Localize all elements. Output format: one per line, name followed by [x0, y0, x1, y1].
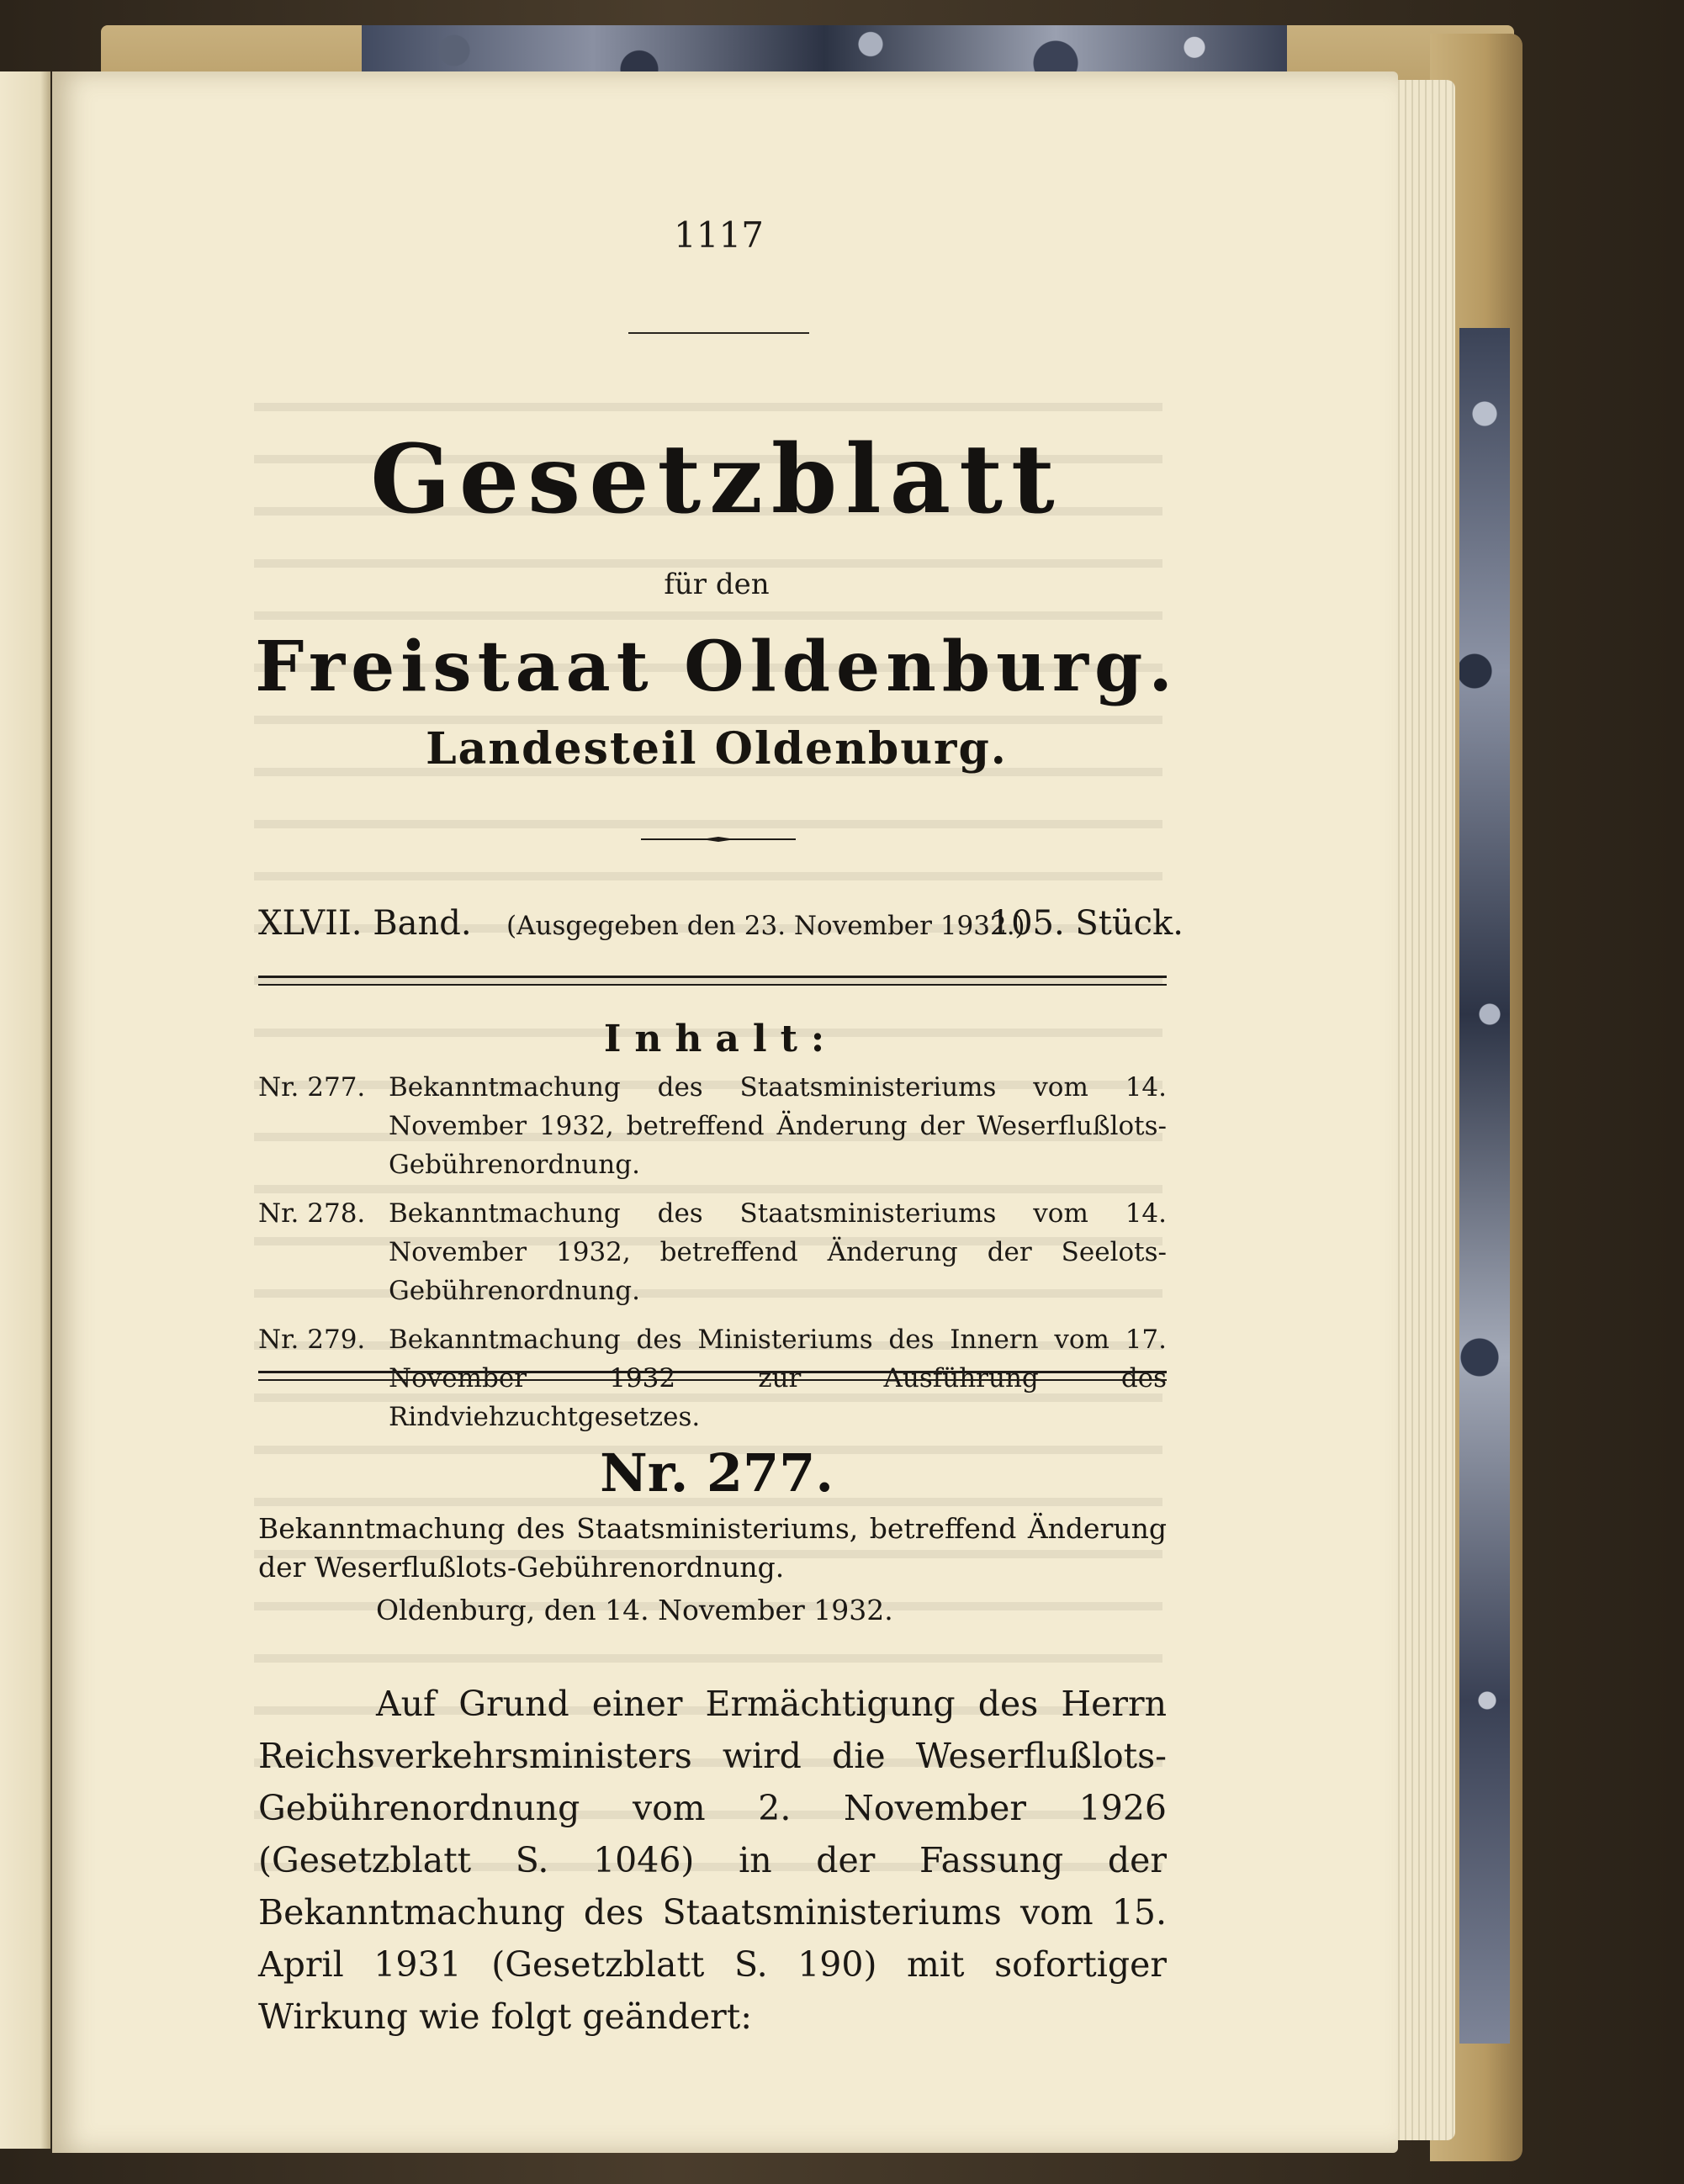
masthead-state: Freistaat Oldenburg.	[255, 627, 1178, 707]
marbled-cover-right	[1459, 328, 1510, 2044]
announcement-body: Auf Grund einer Ermächtigung des Herrn Reichsverkehrsministers wird die Weserflußlots-Gebührenordnung vom 2. November 1926 (Gesetzblatt S. 1046) in der Fassung der Bekanntmachung des Staatsministeriums vom 15. April 1931 (Gesetzblatt S. 190) mit sofortiger Wirkung wie folgt geändert:	[258, 1684, 1167, 2037]
toc-entry-number: Nr. 277.	[258, 1072, 366, 1103]
masthead-title: Gesetzblatt	[370, 425, 1063, 535]
contents-bottom-rule	[258, 1371, 1167, 1381]
document-page	[52, 71, 1398, 2153]
announcement-title: Bekanntmachung des Staatsministeriums, betreffend Änderung der Weserflußlots-Gebührenordnung.	[258, 1512, 1167, 1584]
contents-top-rule	[258, 976, 1167, 986]
masthead-region: Landesteil Oldenburg.	[426, 723, 1008, 775]
masthead-subtitle: für den	[664, 568, 770, 601]
toc-entry-text: Bekanntmachung des Staatsministeriums vom 14. November 1932, betreffend Änderung der Seelots-Gebührenordnung.	[389, 1198, 1167, 1306]
toc-entry-text: Bekanntmachung des Staatsministeriums vom 14. November 1932, betreffend Änderung der Weserflußlots-Gebührenordnung.	[389, 1072, 1167, 1180]
facing-page-edge	[0, 71, 50, 2149]
toc-entry	[258, 1194, 1167, 1310]
announcement-place-date: Oldenburg, den 14. November 1932.	[376, 1594, 893, 1626]
toc-entry-number: Nr. 279.	[258, 1325, 366, 1355]
issue-volume: XLVII. Band.	[258, 904, 472, 943]
toc-entry	[258, 1068, 1167, 1184]
issue-line	[258, 904, 1184, 955]
announcement-number: Nr. 277.	[600, 1442, 834, 1504]
page-number-rule	[628, 332, 809, 334]
toc-entry-text: Bekanntmachung des Ministeriums des Innern vom 17. November 1932 zur Ausführung des Rindviehzuchtgesetzes.	[389, 1325, 1167, 1432]
toc-entry-number: Nr. 278.	[258, 1198, 366, 1229]
page-number: 1117	[674, 214, 764, 256]
issue-piece: 105. Stück.	[989, 904, 1184, 943]
ornament-divider	[641, 837, 796, 842]
issue-date: (Ausgegeben den 23. November 1932.)	[506, 911, 1025, 941]
contents-heading: Inhalt:	[603, 1018, 839, 1060]
table-of-contents	[258, 1068, 1167, 1446]
